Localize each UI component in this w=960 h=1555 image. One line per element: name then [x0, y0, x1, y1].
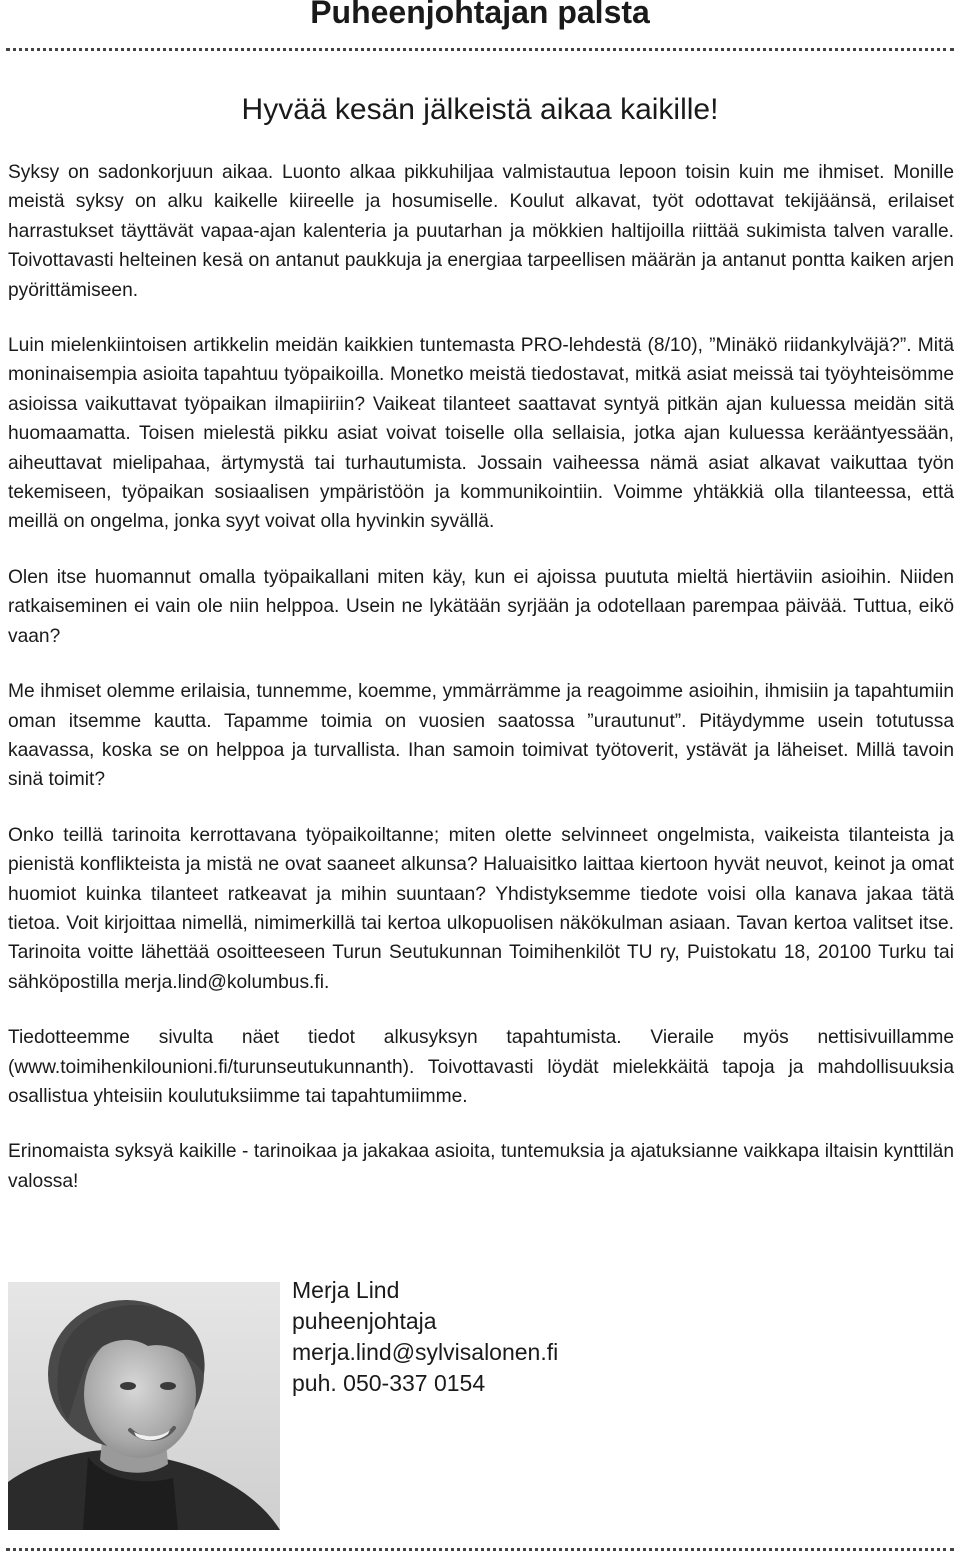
author-phone: puh. 050-337 0154 [292, 1370, 486, 1396]
top-dotted-divider [6, 48, 954, 51]
author-name: Merja Lind [292, 1277, 400, 1303]
article-body [8, 158, 954, 1222]
article-paragraph: Me ihmiset olemme erilaisia, tunnemme, koemme, ymmärrämme ja reagoimme asioihin, ihmisiin ja tapahtumiin oman itsemme kautta. Tapamme toimia on vuosien saatossa ”urautunut”. Pitäydymme usein totutussa kaavassa, koska se on helppoa ja turvallista. Ihan samoin toimivat työtoverit, ystävät ja läheiset. Millä tavoin sinä toimit? [8, 681, 954, 791]
article-paragraph: Tiedotteemme sivulta näet tiedot alkusyksyn tapahtumista. Vieraile myös nettisivuillamme (www.toimihenkilounioni.fi/turunseutukunnanth). Toivottavasti löydät mielekkäitä tapoja ja mahdollisuuksia osallistua yhteisiin koulutuksiimme tai tapahtumiimme. [8, 1027, 954, 1107]
article-paragraph: Erinomaista syksyä kaikille - tarinoikaa ja jakakaa asioita, tuntemuksia ja ajatuksianne vaikkapa iltaisin kynttilän valossa! [8, 1141, 954, 1192]
article-paragraph: Syksy on sadonkorjuun aikaa. Luonto alkaa pikkuhiljaa valmistautua lepoon toisin kuin me ihmiset. Monille meistä syksy on alku kaikelle kiireelle ja hosumiselle. Koulut alkavat, työt odottavat tekijäänsä, erilaiset harrastukset täyttävät vapaa-ajan kalenteria ja puutarhan ja mökkien haltijoilla riittää sukimista talven varalle. Toivottavasti helteinen kesä on antanut paukkuja ja energiaa tarpeellisen määrän ja antanut pontta kaiken arjen pyörittämiseen. [8, 162, 954, 301]
page-title: Puheenjohtajan palsta [310, 0, 650, 30]
article-paragraph: Olen itse huomannut omalla työpaikallani miten käy, kun ei ajoissa puututa mieltä hiertäviin asioihin. Niiden ratkaiseminen ei vain ole niin helppoa. Usein ne lykätään syrjään ja odotellaan parempaa päivää. Tuttua, eikö vaan? [8, 566, 954, 647]
article-paragraph: Onko teillä tarinoita kerrottavana työpaikoiltanne; miten olette selvinneet ongelmista, vaikeista tilanteista ja pienistä konflikteista ja mistä ne ovat saaneet alkunsa? Haluaisitko laittaa kiertoon hyvät neuvot, keinot ja omat huomiot kuinka tilanteet ratkeavat ja mihin suuntaan? Yhdistyksemme tiedote voisi olla kanava jakaa tätä tietoa. Voit kirjoittaa nimellä, nimimerkillä tai kertoa ulkopuolisen näkökulman asiaan. Tavan kertoa valitset itse. Tarinoita voitte lähettää osoitteeseen Turun Seutukunnan Toimihenkilöt TU ry, Puistokatu 18, 20100 Turku tai sähköpostilla merja.lind@kolumbus.fi. [8, 824, 954, 993]
author-signature [292, 1275, 558, 1399]
author-role: puheenjohtaja [292, 1308, 437, 1334]
bottom-dotted-divider [6, 1548, 954, 1551]
article-paragraph: Luin mielenkiintoisen artikkelin meidän kaikkien tuntemasta PRO-lehdestä (8/10), ”Minäkö riidankylväjä?”. Mitä moninaisempia asioita tapahtuu työpaikoilla. Monetko meistä tiedostavat, mitkä asiat meissä tai työyhteisömme asioissa vaikuttavat työpaikan ilmapiiriin? Vaikeat tilanteet saattavat syntyä pitkän ajan kuluessa meidän sitä huomaamatta. Toisen mielestä pikku asiat voivat toiselle olla sellaisia, jotka ajan kuluessa kerääntyessään, aiheuttavat mielipahaa, ärtymystä tai turhautumista. Jossain vaiheessa nämä asiat alkavat vaikuttaa työn tekemiseen, työpaikan sosiaalisen ympäristöön ja kommunikointiin. Voimme yhtäkkiä olla tilanteessa, että meillä on ongelma, jonka syyt voivat olla hyvinkin syvällä. [8, 335, 954, 533]
author-email[interactable]: merja.lind@sylvisalonen.fi [292, 1339, 559, 1365]
article-headline: Hyvää kesän jälkeistä aikaa kaikille! [241, 93, 719, 126]
author-portrait-photo [8, 1282, 280, 1530]
